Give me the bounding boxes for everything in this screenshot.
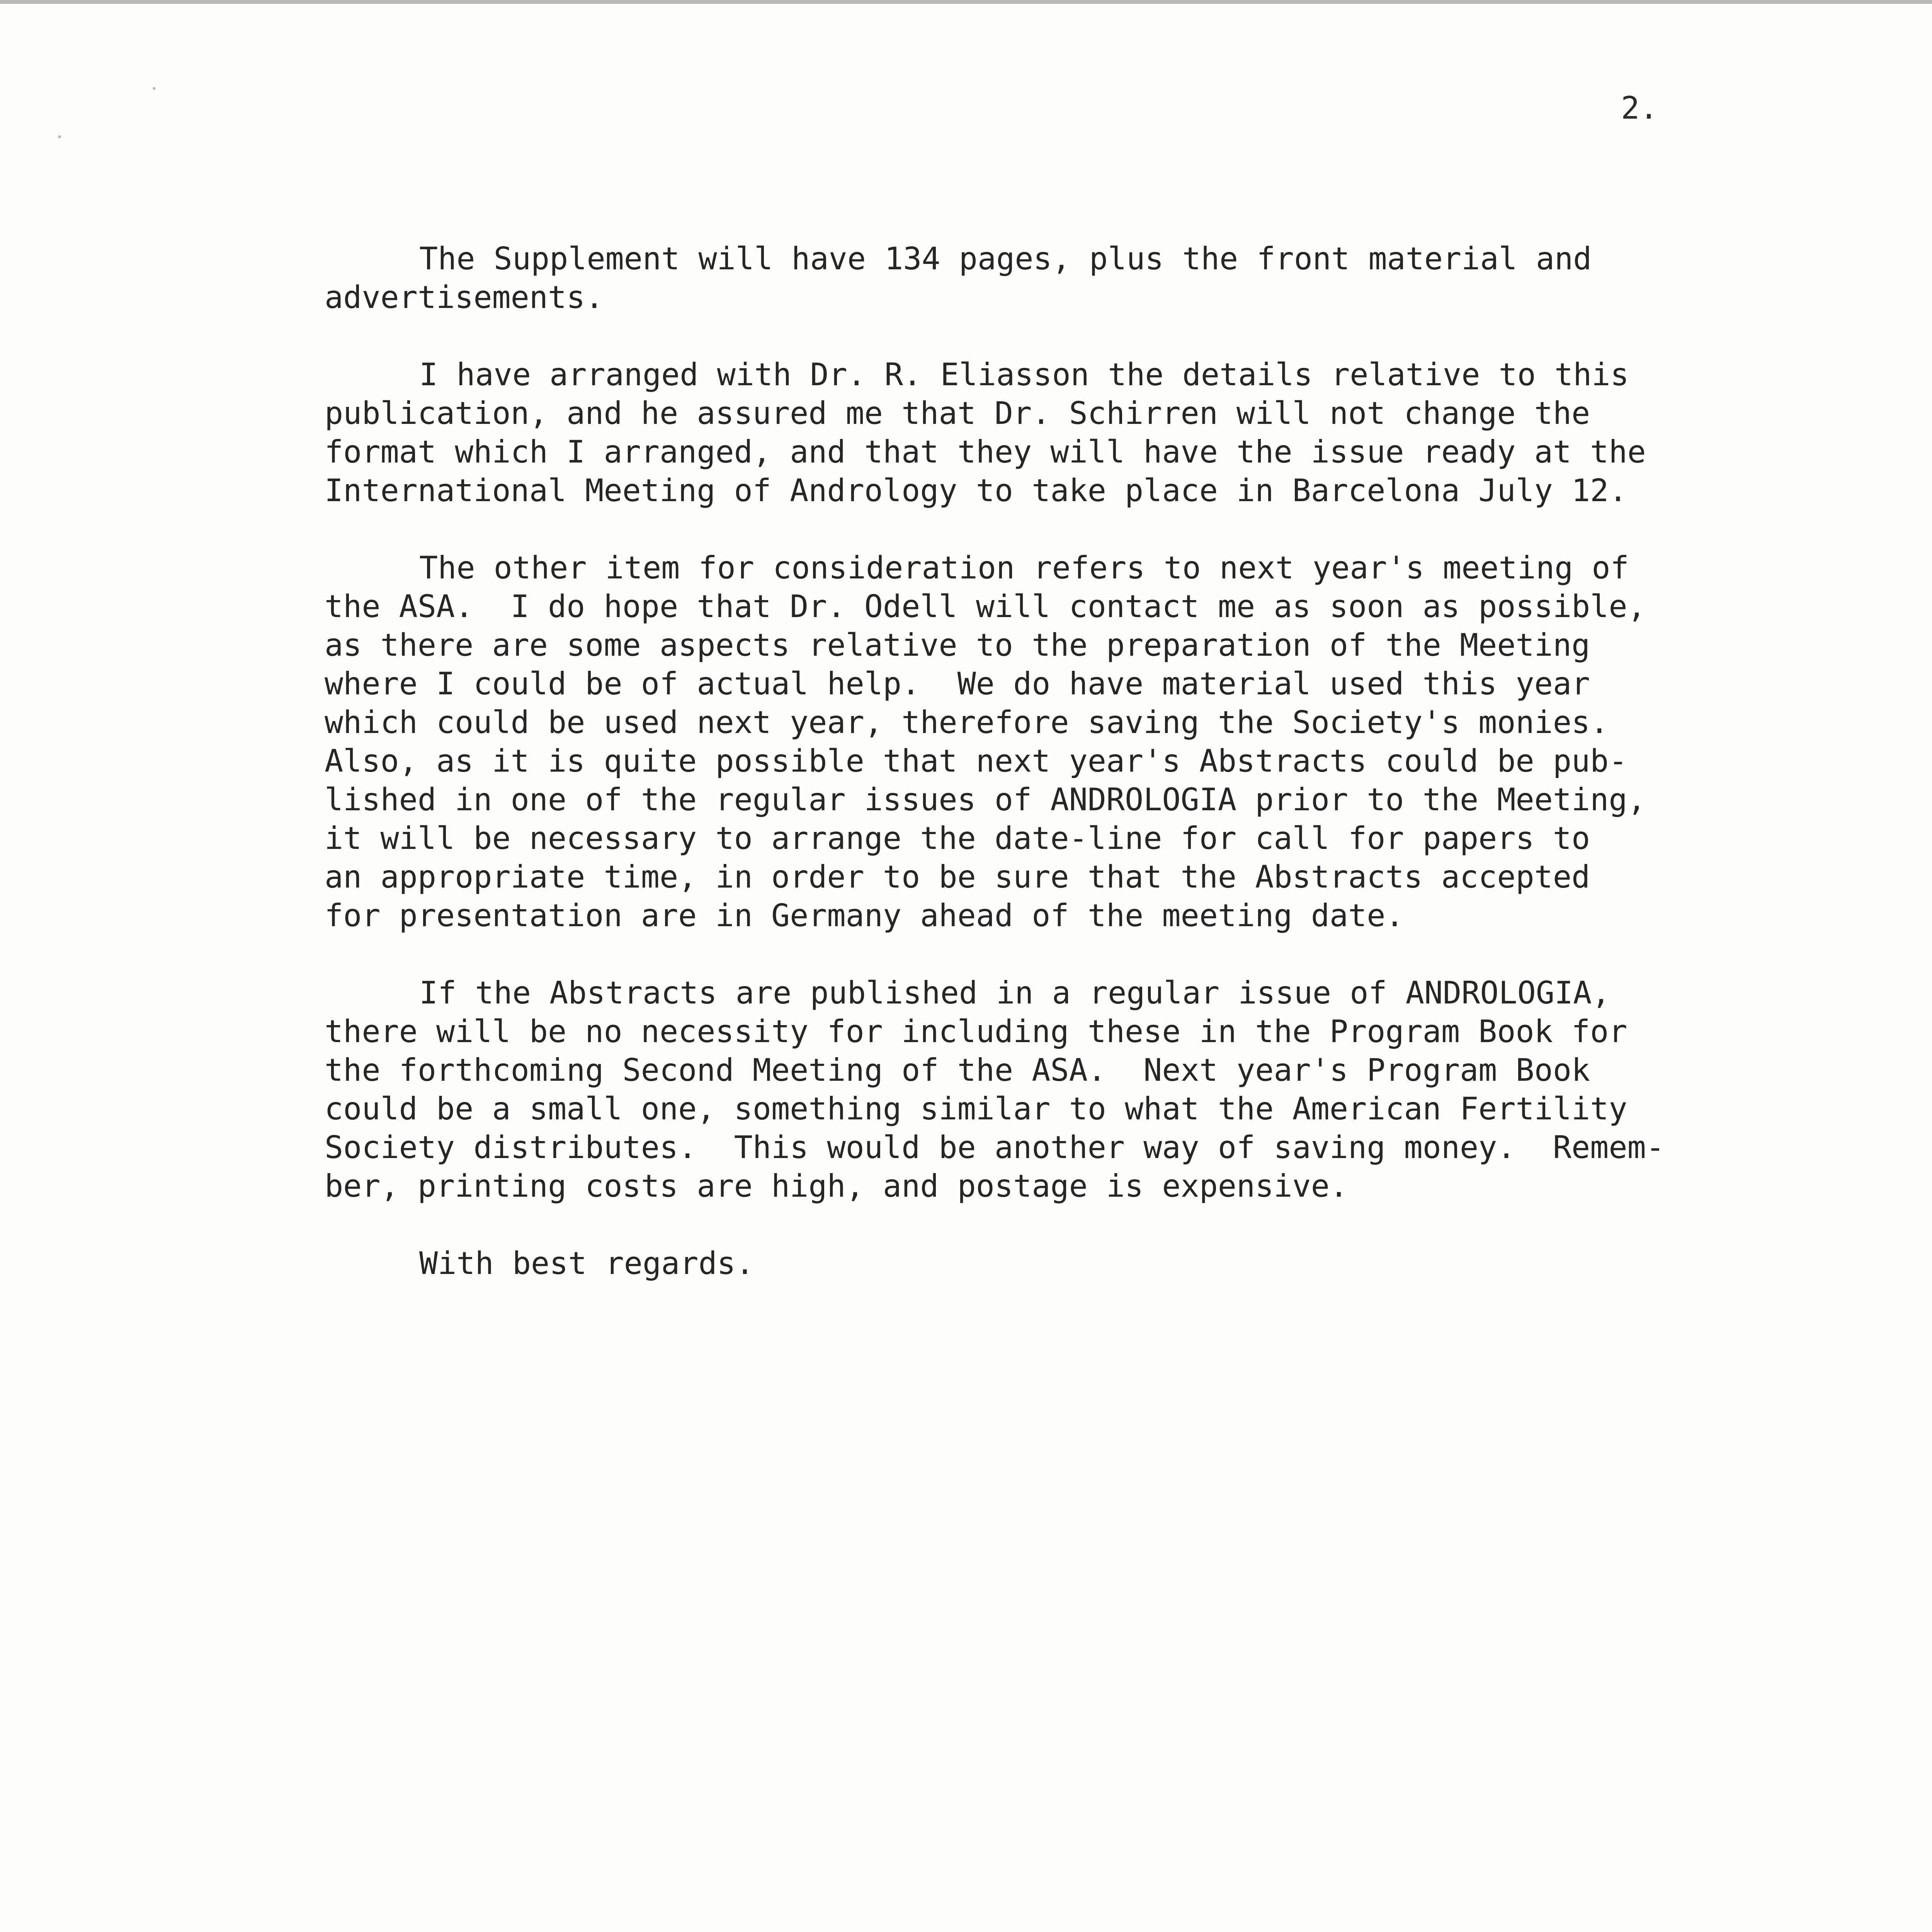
text-line: an appropriate time, in order to be sure that the Abstracts accepted	[325, 859, 1590, 895]
text-line: publication, and he assured me that Dr. Schirren will not change the	[325, 395, 1590, 431]
text-line: The other item for consideration refers to next year's meeting of	[419, 550, 1629, 586]
paragraph-abstracts	[325, 974, 1700, 1206]
text-line: ber, printing costs are high, and postage is expensive.	[325, 1168, 1349, 1204]
text-line: it will be necessary to arrange the date-line for call for papers to	[325, 820, 1590, 856]
text-line: Society distributes. This would be another way of saving money. Remem-	[325, 1129, 1665, 1165]
paragraph-next-meeting	[325, 549, 1700, 935]
text-line: could be a small one, something similar to what the American Fertility	[325, 1091, 1628, 1127]
text-line: advertisements.	[325, 279, 604, 315]
scan-speck	[58, 135, 61, 138]
text-line: where I could be of actual help. We do have material used this year	[325, 666, 1590, 702]
paragraph-supplement	[325, 240, 1700, 317]
scan-speck	[153, 87, 156, 90]
page-number: 2.	[1621, 90, 1658, 126]
text-line: which could be used next year, therefore saving the Society's monies.	[325, 704, 1609, 740]
scan-top-edge	[0, 0, 1932, 4]
text-line: I have arranged with Dr. R. Eliasson the details relative to this	[419, 357, 1629, 393]
text-line: there will be no necessity for including these in the Program Book for	[325, 1014, 1628, 1049]
text-line: the forthcoming Second Meeting of the ASA. Next year's Program Book	[325, 1052, 1590, 1088]
closing-line: With best regards.	[419, 1245, 754, 1281]
text-line: format which I arranged, and that they will have the issue ready at the	[325, 434, 1646, 470]
text-line: for presentation are in Germany ahead of the meeting date.	[325, 898, 1404, 934]
paragraph-arrangement	[325, 355, 1700, 510]
text-line: as there are some aspects relative to the preparation of the Meeting	[325, 627, 1590, 663]
paragraph-closing	[325, 1244, 1700, 1283]
text-line: If the Abstracts are published in a regular issue of ANDROLOGIA,	[419, 975, 1611, 1011]
text-line: The Supplement will have 134 pages, plus the front material and	[419, 241, 1592, 277]
text-line: lished in one of the regular issues of ANDROLOGIA prior to the Meeting,	[325, 782, 1646, 818]
text-line: Also, as it is quite possible that next year's Abstracts could be pub-	[325, 743, 1628, 779]
letter-body	[325, 240, 1700, 1321]
text-line: the ASA. I do hope that Dr. Odell will contact me as soon as possible,	[325, 588, 1646, 624]
text-line: International Meeting of Andrology to take place in Barcelona July 12.	[325, 473, 1628, 509]
